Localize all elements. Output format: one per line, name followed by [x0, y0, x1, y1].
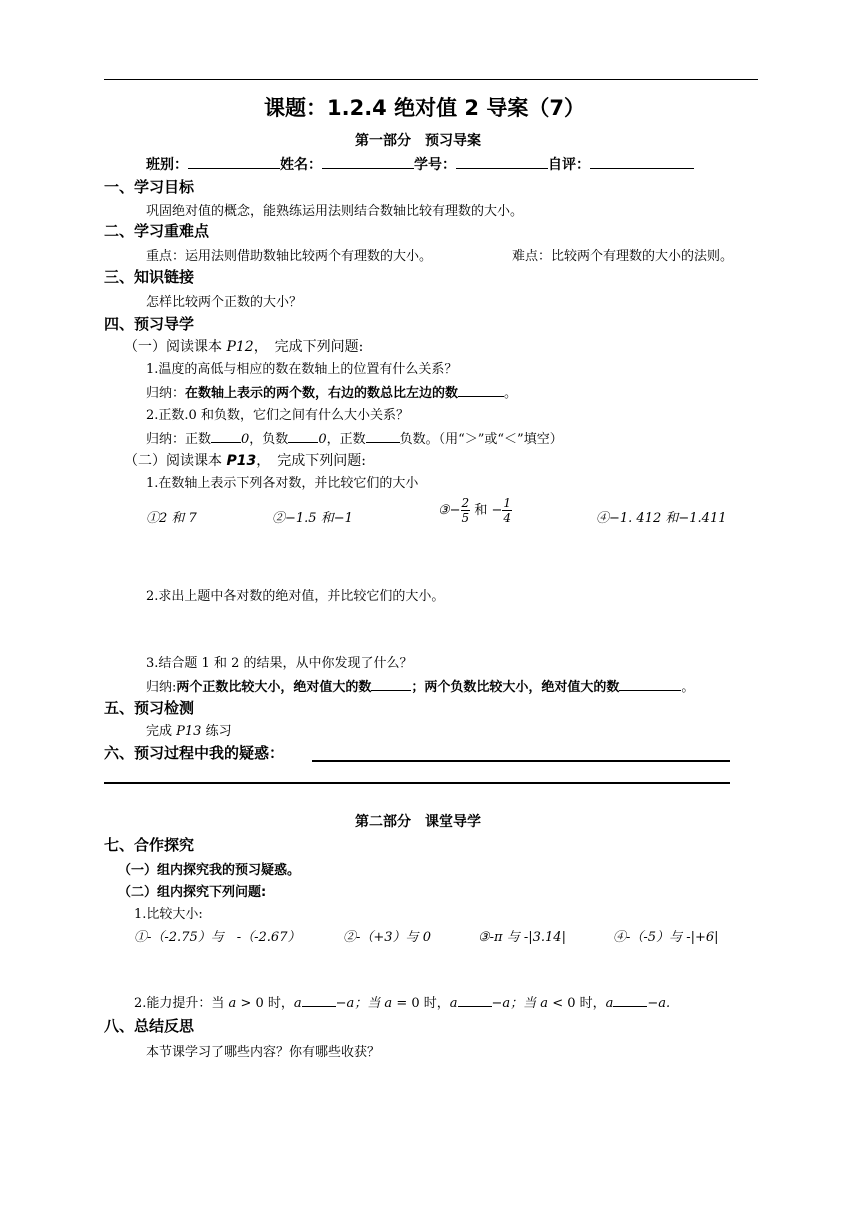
- doubt-line-1[interactable]: [312, 760, 730, 762]
- ability-a: 2.能力提升：当: [134, 996, 229, 1011]
- id-field[interactable]: [456, 156, 548, 169]
- section5-suffix: 练习: [201, 724, 232, 739]
- section3-heading: 三、知识链接: [104, 268, 195, 286]
- reading-p12: [124, 336, 363, 356]
- fraction-2-5-den: 5: [461, 511, 470, 525]
- fraction-2-5-num: 2: [461, 496, 470, 510]
- question-number-line: 1.在数轴上表示下列各对数，并比较它们的大小: [146, 476, 419, 491]
- summary-2-zero-1: 0: [241, 432, 250, 447]
- ability-var-6: a: [605, 996, 614, 1011]
- compare-1: ①-（-2.75）与 -（-2.67）: [134, 930, 301, 945]
- summary-2-blank-1[interactable]: [211, 430, 241, 443]
- section8-heading: 八、总结反思: [104, 1017, 195, 1035]
- section1-heading: 一、学习目标: [104, 178, 195, 196]
- eval-field[interactable]: [590, 156, 694, 169]
- pair-2: ②−1.5 和−1: [272, 511, 353, 526]
- compare-2: ②-（+3）与 0: [343, 930, 431, 945]
- summary-2: [146, 428, 563, 447]
- section5-prefix: 完成: [146, 724, 177, 739]
- section8-text: 本节课学习了哪些内容？你有哪些收获？: [146, 1045, 381, 1060]
- summary-3-a: 两个正数比较大小，绝对值大的数: [176, 680, 372, 695]
- ability-var-5: a: [540, 996, 549, 1011]
- info-line: [146, 154, 694, 174]
- part2-heading: 第二部分 课堂导学: [355, 814, 481, 830]
- fraction-1-4-den: 4: [503, 511, 511, 525]
- doubt-line-2[interactable]: [104, 782, 730, 784]
- page-ref-p13-exercise: P13: [176, 724, 202, 739]
- ability-var-4: a: [449, 996, 458, 1011]
- summary-3-end: 。: [681, 680, 695, 695]
- compare-heading: 1.比较大小:: [134, 907, 203, 922]
- section5-heading: 五、预习检测: [104, 699, 195, 717]
- summary-2-c: ，负数: [249, 432, 289, 447]
- ability-var-2: a: [293, 996, 302, 1011]
- reading-p13-prefix: （二）阅读课本: [124, 453, 227, 469]
- question-signs: 2.正数.0 和负数，它们之间有什么大小关系？: [146, 408, 409, 423]
- question-absolute: 2.求出上题中各对数的绝对值，并比较它们的大小。: [146, 589, 445, 604]
- top-rule: [104, 79, 758, 80]
- pair-4: ④−1. 412 和−1.411: [596, 511, 727, 526]
- summary-2-blank-3[interactable]: [366, 430, 400, 443]
- section3-text: 怎样比较两个正数的大小？: [146, 295, 303, 310]
- question-temperature: 1.温度的高低与相应的数在数轴上的位置有什么关系？: [146, 362, 458, 377]
- summary-1-label: 归纳：: [146, 386, 186, 401]
- summary-2-blank-2[interactable]: [288, 430, 318, 443]
- summary-3-blank-1[interactable]: [371, 678, 411, 691]
- compare-4: ④-（-5）与 -|+6|: [613, 930, 719, 945]
- name-label: 姓名：: [280, 157, 322, 173]
- ability-blank-1[interactable]: [302, 994, 336, 1007]
- summary-2-e: ，正数: [326, 432, 366, 447]
- ability-f: < 0 时，: [548, 996, 606, 1011]
- summary-1-end: 。: [504, 386, 518, 401]
- name-field[interactable]: [322, 156, 414, 169]
- ability-var-3: a: [384, 996, 393, 1011]
- page-title: 课题：1.2.4 绝对值 2 导案（7）: [264, 96, 585, 120]
- section7-heading: 七、合作探究: [104, 836, 195, 854]
- summary-3-label: 归纳:: [146, 680, 177, 695]
- section2-hard: 难点：比较两个有理数的大小的法则。: [512, 249, 734, 264]
- section4-heading: 四、预习导学: [104, 315, 195, 333]
- ability-question: [134, 992, 670, 1011]
- summary-3-blank-2[interactable]: [619, 678, 681, 691]
- section1-text: 巩固绝对值的概念，能熟练运用法则结合数轴比较有理数的大小。: [146, 204, 524, 219]
- summary-2-a: 归纳：正数: [146, 432, 212, 447]
- id-label: 学号：: [414, 157, 456, 173]
- fraction-1-4: [502, 496, 512, 525]
- section2-heading: 二、学习重难点: [104, 222, 210, 240]
- ability-blank-3[interactable]: [613, 994, 647, 1007]
- fraction-1-4-num: 1: [503, 496, 511, 510]
- reading-p12-prefix: （一）阅读课本: [124, 339, 227, 355]
- ability-var-1: a: [228, 996, 237, 1011]
- ability-g: −a.: [647, 996, 671, 1011]
- summary-1: [146, 382, 517, 401]
- fraction-2-5: [461, 496, 471, 525]
- part1-heading: 第一部分 预习导案: [355, 133, 481, 149]
- ability-blank-2[interactable]: [458, 994, 492, 1007]
- compare-3: ③-π 与 -|3.14|: [478, 930, 566, 945]
- pair-3: [438, 496, 512, 525]
- page-ref-p13: P13: [226, 453, 257, 469]
- summary-2-f: 负数。（用“＞”或“＜”填空）: [399, 432, 563, 447]
- section7-group-2: （二）组内探究下列问题:: [118, 885, 267, 900]
- reading-p13: [124, 450, 366, 470]
- reading-p12-suffix: ， 完成下列问题:: [253, 339, 364, 355]
- ability-c: −a；当: [335, 996, 385, 1011]
- summary-3: [146, 676, 694, 695]
- summary-1-text: 在数轴上表示的两个数，右边的数总比左边的数: [185, 386, 459, 401]
- class-label: 班别：: [146, 157, 188, 173]
- reading-p13-suffix: ， 完成下列问题:: [256, 453, 366, 469]
- pair-3-mid: 和 −: [470, 503, 503, 518]
- section5-text: [146, 720, 232, 739]
- pair-1: ①2 和 7: [146, 511, 197, 526]
- ability-b: > 0 时，: [236, 996, 294, 1011]
- ability-e: −a；当: [491, 996, 541, 1011]
- section7-group-1: （一）组内探究我的预习疑惑。: [118, 863, 301, 878]
- page-ref-p12: P12: [226, 339, 254, 355]
- ability-d: = 0 时，: [392, 996, 450, 1011]
- class-field[interactable]: [188, 156, 280, 169]
- summary-2-zero-2: 0: [318, 432, 327, 447]
- section6-heading: 六、预习过程中我的疑惑：: [104, 744, 285, 762]
- summary-1-blank[interactable]: [458, 384, 504, 397]
- eval-label: 自评：: [548, 157, 590, 173]
- question-discover: 3.结合题 1 和 2 的结果，从中你发现了什么？: [146, 656, 413, 671]
- summary-3-b: ；两个负数比较大小，绝对值大的数: [411, 680, 620, 695]
- section2-key: 重点：运用法则借助数轴比较两个有理数的大小。: [146, 249, 433, 264]
- pair-3-prefix: ③−: [438, 503, 461, 518]
